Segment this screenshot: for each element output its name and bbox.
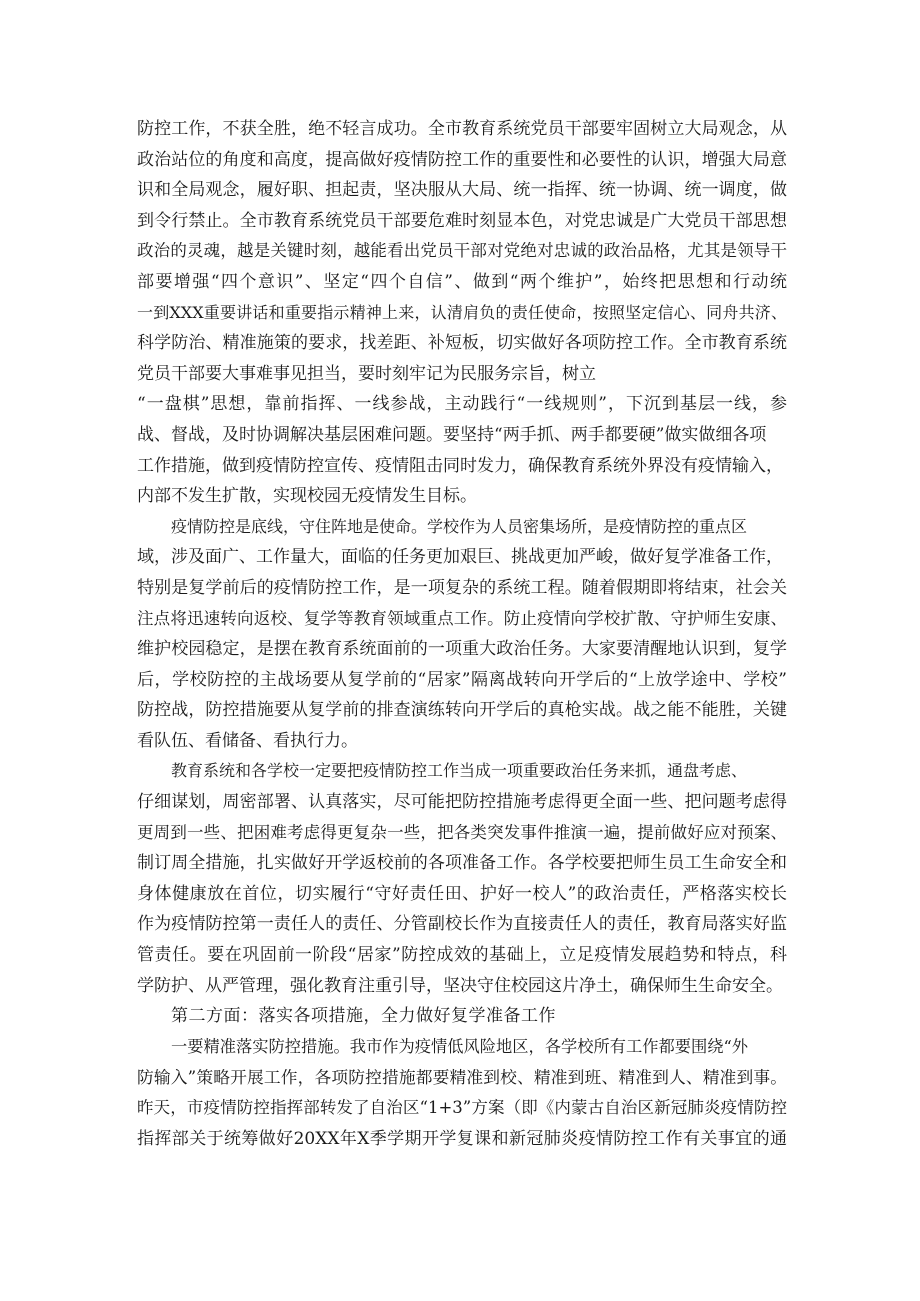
- text-line: 教育系统和各学校一定要把疫情防控工作当成一项重要政治任务来抓，通盘考虑、: [171, 761, 748, 781]
- text-line: 身体健康放在首位，切实履行“守好责任田、护好一校人”的政治责任，严格落实校长: [137, 883, 787, 904]
- text-line: 战、督战，及时协调解决基层困难问题。要坚持“两手抓、两手都要硬”做实做细各项: [137, 424, 767, 445]
- text-line: 学防护、从严管理，强化教育注重引导，坚决守住校园这片净土，确保师生生命安全。: [137, 975, 783, 996]
- text-line: 科学防治、精准施策的要求，找差距、补短板，切实做好各项防控工作。全市教育系统: [137, 333, 787, 354]
- text-line: 政治站位的角度和高度，提高做好疫情防控工作的重要性和必要性的认识，增强大局意: [137, 149, 787, 170]
- text-line: 政治的灵魂，越是关键时刻，越能看出党员干部对党绝对忠诚的政治品格，尤其是领导干: [137, 241, 787, 261]
- text-line: 防控工作，不获全胜，绝不轻言成功。全市教育系统党员干部要牢固树立大局观念，从: [137, 119, 787, 139]
- text-line: 作为疫情防控第一责任人的责任、分管副校长作为直接责任人的责任，教育局落实好监: [137, 914, 787, 935]
- text-line: 更周到一些、把困难考虑得更复杂一些，把各类突发事件推演一遍，提前做好应对预案、: [137, 822, 787, 842]
- text-line: 疫情防控是底线，守住阵地是使命。学校作为人员密集场所，是疫情防控的重点区: [171, 516, 748, 536]
- text-line: 特别是复学前后的疫情防控工作，是一项复杂的系统工程。随着假期即将结束，社会关: [137, 577, 787, 598]
- text-line: 注点将迅速转向返校、复学等教育领域重点工作。防止疫情向学校扩散、守护师生安康、: [137, 608, 787, 628]
- text-line: 防输入”策略开展工作，各项防控措施都要精准到校、精准到班、精准到人、精准到事。: [137, 1067, 787, 1088]
- text-line: 维护校园稳定，是摆在教育系统面前的一项重大政治任务。大家要清醒地认识到，复学: [137, 639, 787, 660]
- text-line: 昨天，市疫情防控指挥部转发了自治区“1+3”方案（即《内蒙古自治区新冠肺炎疫情防控: [137, 1098, 787, 1117]
- text-line: 一要精准落实防控措施。我市作为疫情低风险地区，各学校所有工作都要围绕“外: [171, 1036, 749, 1056]
- text-line: 到令行禁止。全市教育系统党员干部要危难时刻显本色，对党忠诚是广大党员干部思想: [137, 210, 787, 231]
- text-line: 内部不发生扩散，实现校园无疫情发生目标。: [137, 486, 477, 507]
- text-line: 工作措施，做到疫情防控宣传、疫情阻击同时发力，确保教育系统外界没有疫情输入，: [137, 455, 783, 476]
- text-line: 一到XXX重要讲话和重要指示精神上来，认清肩负的责任使命，按照坚定信心、同舟共济、: [137, 302, 787, 322]
- text-line: 域，涉及面广、工作量大，面临的任务更加艰巨、挑战更加严峻，做好复学准备工作，: [137, 547, 783, 568]
- section-heading: 第二方面：落实各项措施，全力做好复学准备工作: [171, 1006, 556, 1027]
- text-line: 后，学校防控的主战场要从复学前的“居家”隔离战转向开学后的“上放学途中、学校”: [137, 669, 787, 690]
- document-body: [137, 114, 787, 1154]
- text-line: 识和全局观念，履好职、担起责，坚决服从大局、统一指挥、统一协调、统一调度，做: [137, 180, 787, 201]
- text-line: 制订周全措施，扎实做好开学返校前的各项准备工作。各学校要把师生员工生命安全和: [137, 853, 787, 874]
- text-line: 指挥部关于统筹做好20XX年X季学期开学复课和新冠肺炎疫情防控工作有关事宜的通: [137, 1128, 787, 1149]
- text-line: 部要增强“四个意识”、坚定“四个自信”、做到“两个维护”，始终把思想和行动统: [137, 271, 787, 292]
- text-line: 仔细谋划，周密部署、认真落实，尽可能把防控措施考虑得更全面一些、把问题考虑得: [137, 792, 787, 813]
- text-line: 管责任。要在巩固前一阶段“居家”防控成效的基础上，立足疫情发展趋势和特点，科: [137, 945, 787, 966]
- text-line: 党员干部要大事难事见担当，要时刻牢记为民服务宗旨，树立: [137, 363, 596, 384]
- text-line: 看队伍、看储备、看执行力。: [137, 730, 358, 751]
- text-line: 防控战，防控措施要从复学前的排查演练转向开学后的真枪实战。战之能不能胜，关键: [137, 700, 787, 721]
- text-line: “一盘棋”思想，靠前指挥、一线参战，主动践行“一线规则”，下沉到基层一线，参: [137, 394, 787, 415]
